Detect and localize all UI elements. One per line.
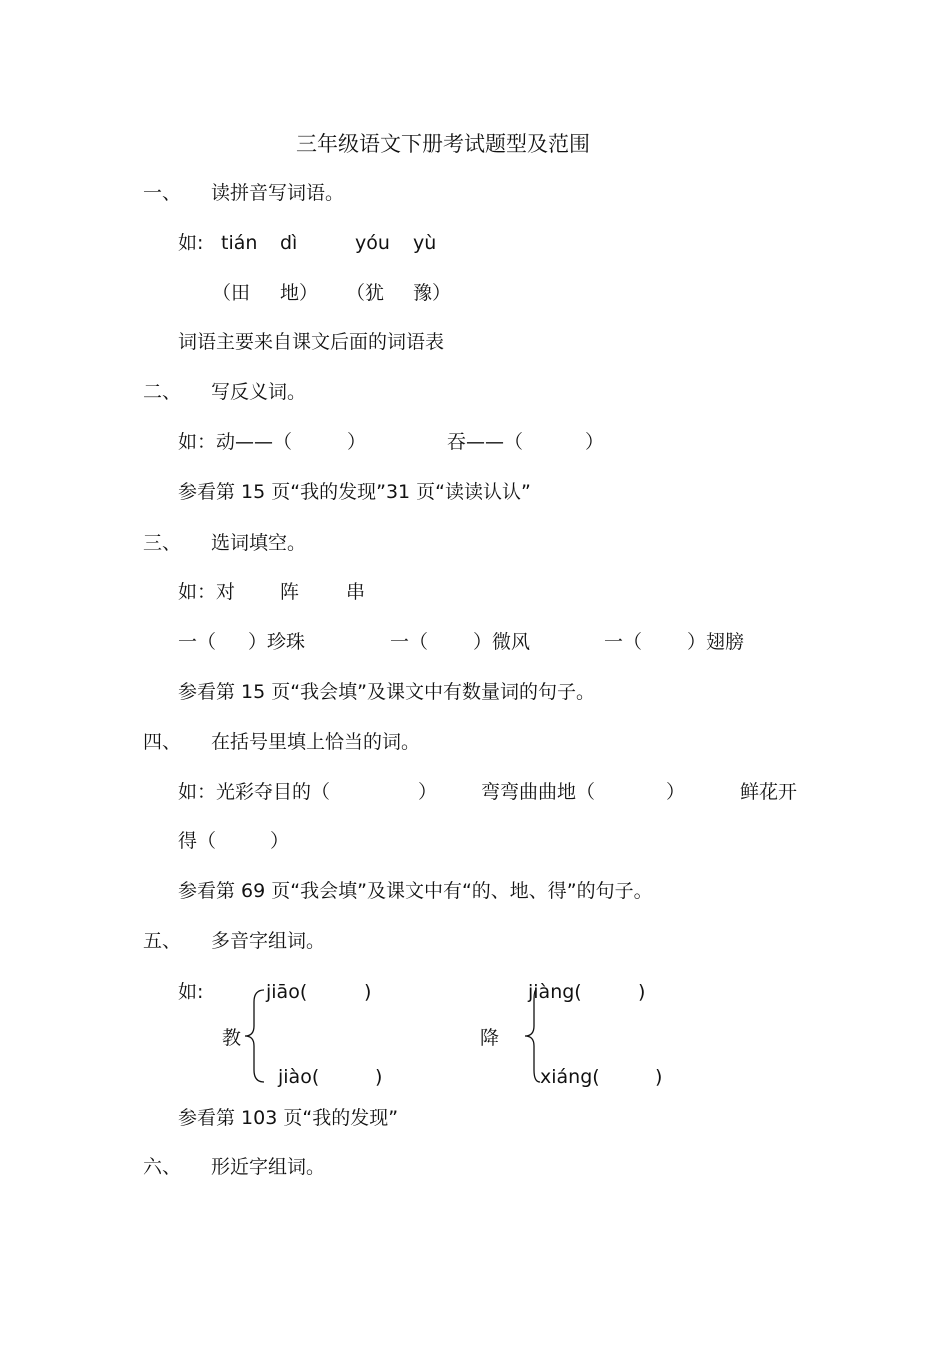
fill-phrase-1: 如：光彩夺目的（ xyxy=(178,781,331,803)
blank-2-close: ）微风 xyxy=(473,631,531,653)
section-2-heading: 写反义词。 xyxy=(211,381,307,403)
section-1-example-label: 如: xyxy=(178,232,204,254)
fill-phrase-2-close: ） xyxy=(666,781,686,803)
section-3-note: 参看第 15 页“我会填”及课文中有数量词的句子。 xyxy=(178,681,595,703)
section-5-note: 参看第 103 页“我的发现” xyxy=(178,1107,399,1129)
word-di: 地） xyxy=(280,282,319,304)
word-tian: （田 xyxy=(212,282,251,304)
section-3-heading: 选词填空。 xyxy=(211,532,307,554)
page-title: 三年级语文下册考试题型及范围 xyxy=(296,132,590,156)
section-1-note: 词语主要来自课文后面的词语表 xyxy=(178,331,445,353)
blank-3: 一（ xyxy=(604,631,643,653)
section-3-number: 三、 xyxy=(143,532,182,554)
polyphone-jiao: 教 xyxy=(222,1027,242,1049)
fill-phrase-4-close: ） xyxy=(270,830,290,852)
pinyin-xiang-close: ) xyxy=(655,1066,663,1088)
word-you: （犹 xyxy=(346,282,385,304)
section-5-heading: 多音字组词。 xyxy=(211,930,326,952)
section-1-heading: 读拼音写词语。 xyxy=(211,182,345,204)
word-choice-chuan: 串 xyxy=(346,581,366,603)
fill-phrase-3: 鲜花开 xyxy=(740,781,798,803)
section-4-heading: 在括号里填上恰当的词。 xyxy=(211,731,421,753)
pinyin-jiang-close: ) xyxy=(638,981,646,1003)
fill-phrase-1-close: ） xyxy=(418,781,438,803)
word-yu: 豫） xyxy=(413,282,452,304)
antonym-example-1-close: ） xyxy=(347,431,367,453)
section-1-number: 一、 xyxy=(143,182,182,204)
blank-1: 一（ xyxy=(178,631,217,653)
pinyin-tian: tián xyxy=(221,232,258,254)
pinyin-jiao-first-close: ) xyxy=(364,981,372,1003)
fill-phrase-2: 弯弯曲曲地（ xyxy=(481,781,596,803)
section-6-heading: 形近字组词。 xyxy=(211,1156,326,1178)
section-4-number: 四、 xyxy=(143,731,182,753)
polyphone-jiang: 降 xyxy=(480,1027,500,1049)
word-choice-dui: 如：对 xyxy=(178,581,236,603)
pinyin-jiao-fourth-close: ) xyxy=(375,1066,383,1088)
pinyin-jiao-first: jiāo( xyxy=(266,981,308,1003)
word-choice-zhen: 阵 xyxy=(280,581,300,603)
blank-3-close: ）翅膀 xyxy=(687,631,745,653)
section-5-example-label: 如: xyxy=(178,981,204,1003)
antonym-example-1: 如：动——（ xyxy=(178,431,293,453)
antonym-example-2: 吞——（ xyxy=(447,431,524,453)
section-6-number: 六、 xyxy=(143,1156,182,1178)
pinyin-you: yóu xyxy=(355,232,390,254)
pinyin-xiang: xiáng( xyxy=(540,1066,600,1088)
section-2-note: 参看第 15 页“我的发现”31 页“读读认认” xyxy=(178,481,531,503)
pinyin-yu: yù xyxy=(413,232,437,254)
pinyin-jiang: jiàng( xyxy=(528,981,582,1003)
section-5-number: 五、 xyxy=(143,930,182,952)
pinyin-jiao-fourth: jiào( xyxy=(278,1066,320,1088)
blank-1-close: ）珍珠 xyxy=(248,631,306,653)
antonym-example-2-close: ） xyxy=(585,431,605,453)
brace-icon xyxy=(242,986,266,1086)
blank-2: 一（ xyxy=(390,631,429,653)
section-2-number: 二、 xyxy=(143,381,182,403)
fill-phrase-4: 得（ xyxy=(178,830,217,852)
section-4-note: 参看第 69 页“我会填”及课文中有“的、地、得”的句子。 xyxy=(178,880,653,902)
pinyin-di: dì xyxy=(280,232,298,254)
